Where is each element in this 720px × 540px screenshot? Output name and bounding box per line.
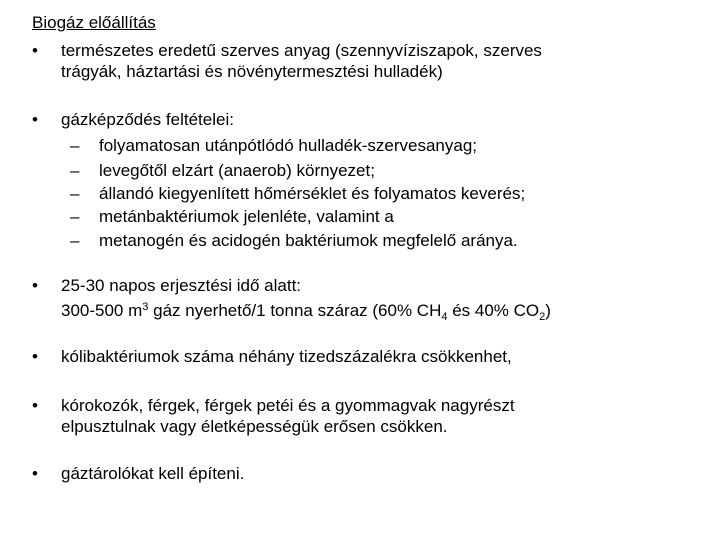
gas-yield-text: gáz nyerhető/1 tonna száraz (60% CH <box>148 301 442 320</box>
subscript: 2 <box>539 311 546 323</box>
bullet-text-line: gáztárolókat kell építeni. <box>61 464 245 483</box>
dash-icon: – <box>70 231 80 250</box>
bullet-icon: • <box>32 41 38 60</box>
subscript: 4 <box>441 311 448 323</box>
sub-item: metánbaktériumok jelenléte, valamint a <box>99 207 394 226</box>
gas-yield-line <box>61 301 551 321</box>
dash-icon: – <box>70 207 80 226</box>
bullet-text-line: kórokozók, férgek, férgek petéi és a gyommagvak nagyrészt <box>61 396 515 415</box>
dash-icon: – <box>70 136 80 155</box>
sub-item: folyamatosan utánpótlódó hulladék-szervesanyag; <box>99 136 478 155</box>
superscript: 3 <box>142 301 149 313</box>
bullet-icon: • <box>32 464 38 483</box>
bullet-text-line: 25-30 napos erjesztési idő alatt: <box>61 276 302 295</box>
bullet-text-line: gázképződés feltételei: <box>61 110 234 129</box>
bullet-icon: • <box>32 276 38 295</box>
bullet-text-line: természetes eredetű szerves anyag (szennyvíziszapok, szerves <box>61 41 542 60</box>
sub-item: levegőtől elzárt (anaerob) környezet; <box>99 161 375 180</box>
gas-yield-text: ) <box>545 301 551 320</box>
sub-item: állandó kiegyenlített hőmérséklet és folyamatos keverés; <box>99 184 526 203</box>
bullet-text-line: elpusztulnak vagy életképességük erősen csökken. <box>61 417 448 436</box>
dash-icon: – <box>70 161 80 180</box>
sub-item: metanogén és acidogén baktériumok megfelelő aránya. <box>99 231 518 250</box>
bullet-icon: • <box>32 396 38 415</box>
bullet-icon: • <box>32 347 38 366</box>
dash-icon: – <box>70 184 80 203</box>
bullet-text-line: trágyák, háztartási és növénytermesztési hulladék) <box>61 62 443 81</box>
slide-title: Biogáz előállítás <box>32 13 156 32</box>
gas-yield-text: 300-500 m <box>61 301 143 320</box>
gas-yield-text: és 40% CO <box>447 301 540 320</box>
bullet-text-line: kólibaktériumok száma néhány tizedszázalékra csökkenhet, <box>61 347 512 366</box>
bullet-icon: • <box>32 110 38 129</box>
